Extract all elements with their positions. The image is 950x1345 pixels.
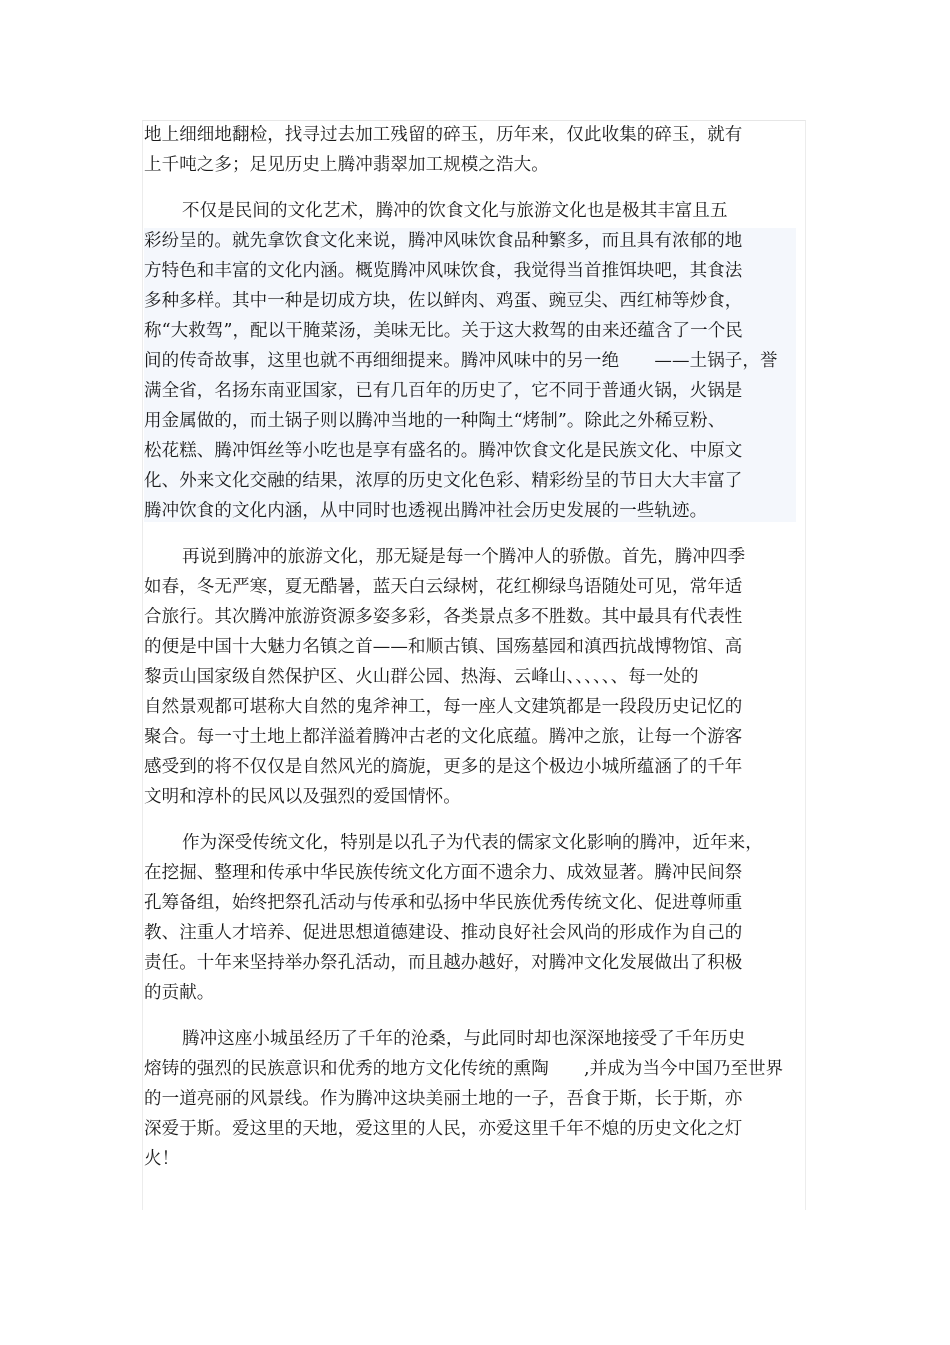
text-line: 多种多样。其中一种是切成方块，佐以鲜肉、鸡蛋、豌豆尖、西红柿等炒食，	[144, 291, 743, 311]
paragraph-food-culture	[144, 196, 794, 526]
paragraph-confucius-ceremony	[144, 828, 794, 1008]
text-line: 松花糕、腾冲饵丝等小吃也是享有盛名的。腾冲饮食文化是民族文化、中原文	[144, 441, 743, 461]
text-line: 责任。十年来坚持举办祭孔活动，而且越办越好，对腾冲文化发展做出了积极	[144, 953, 743, 973]
text-line: 火！	[144, 1149, 180, 1169]
text-line: 的便是中国十大魅力名镇之首——和顺古镇、国殇墓园和滇西抗战博物馆、高	[144, 637, 743, 657]
text-line: 用金属做的，而土锅子则以腾冲当地的一种陶土“烤制”。除此之外稀豆粉、	[144, 411, 726, 431]
paragraph-tourism-culture	[144, 542, 794, 812]
text-line: 称“大救驾”，配以干腌菜汤，美味无比。关于这大救驾的由来还蕴含了一个民	[144, 321, 743, 341]
text-line: 不仅是民间的文化艺术，腾冲的饮食文化与旅游文化也是极其丰富且五	[182, 201, 728, 221]
text-line: 上千吨之多；足见历史上腾冲翡翠加工规模之浩大。	[144, 155, 549, 175]
text-line: 文明和淳朴的民风以及强烈的爱国情怀。	[144, 787, 461, 807]
text-line: 作为深受传统文化，特别是以孔子为代表的儒家文化影响的腾冲，近年来，	[182, 833, 763, 853]
text-line: 化、外来文化交融的结果，浓厚的历史文化色彩、精彩纷呈的节日大大丰富了	[144, 471, 743, 491]
text-line: 黎贡山国家级自然保护区、火山群公园、热海、云峰山、、、、、、每一处的	[144, 667, 699, 687]
text-line: 深爱于斯。爱这里的天地，爱这里的人民，亦爱这里千年不熄的历史文化之灯	[144, 1119, 743, 1139]
text-line: 在挖掘、整理和传承中华民族传统文化方面不遗余力、成效显著。腾冲民间祭	[144, 863, 743, 883]
document-body	[144, 120, 794, 1174]
text-line: 教、注重人才培养、促进思想道德建设、推动良好社会风尚的形成作为自己的	[144, 923, 743, 943]
text-line: 腾冲饮食的文化内涵，从中同时也透视出腾冲社会历史发展的一些轨迹。	[144, 501, 708, 521]
text-line: 合旅行。其次腾冲旅游资源多姿多彩，各类景点多不胜数。其中最具有代表性	[144, 607, 743, 627]
text-line: 的贡献。	[144, 983, 215, 1003]
text-line: 腾冲这座小城虽经历了千年的沧桑，与此同时却也深深地接受了千年历史	[182, 1029, 746, 1049]
text-line: 方特色和丰富的文化内涵。概览腾冲风味饮食，我觉得当首推饵块吧，其食法	[144, 261, 743, 281]
text-line: 熔铸的强烈的民族意识和优秀的地方文化传统的熏陶 ,并成为当今中国乃至世界	[144, 1059, 784, 1079]
text-line: 聚合。每一寸土地上都洋溢着腾冲古老的文化底蕴。腾冲之旅，让每一个游客	[144, 727, 743, 747]
text-line: 孔筹备组，始终把祭孔活动与传承和弘扬中华民族优秀传统文化、促进尊师重	[144, 893, 743, 913]
paragraph-conclusion	[144, 1024, 794, 1174]
text-line: 自然景观都可堪称大自然的鬼斧神工，每一座人文建筑都是一段段历史记忆的	[144, 697, 743, 717]
text-line: 的一道亮丽的风景线。作为腾冲这块美丽土地的一子，吾食于斯，长于斯，亦	[144, 1089, 743, 1109]
text-line: 满全省，名扬东南亚国家，已有几百年的历史了，它不同于普通火锅，火锅是	[144, 381, 743, 401]
text-line: 间的传奇故事，这里也就不再细细提来。腾冲风味中的另一绝 ——土锅子，誉	[144, 351, 778, 371]
text-line: 如春，冬无严寒，夏无酷暑，蓝天白云绿树，花红柳绿鸟语随处可见，常年适	[144, 577, 743, 597]
text-line: 地上细细地翻检，找寻过去加工残留的碎玉，历年来，仅此收集的碎玉，就有	[144, 125, 743, 145]
text-line: 彩纷呈的。就先拿饮食文化来说，腾冲风味饮食品种繁多，而且具有浓郁的地	[144, 231, 743, 251]
text-line: 感受到的将不仅仅是自然风光的旖旎，更多的是这个极边小城所蕴涵了的千年	[144, 757, 743, 777]
text-line: 再说到腾冲的旅游文化，那无疑是每一个腾冲人的骄傲。首先，腾冲四季	[182, 547, 746, 567]
paragraph-jade-continuation	[144, 120, 794, 180]
